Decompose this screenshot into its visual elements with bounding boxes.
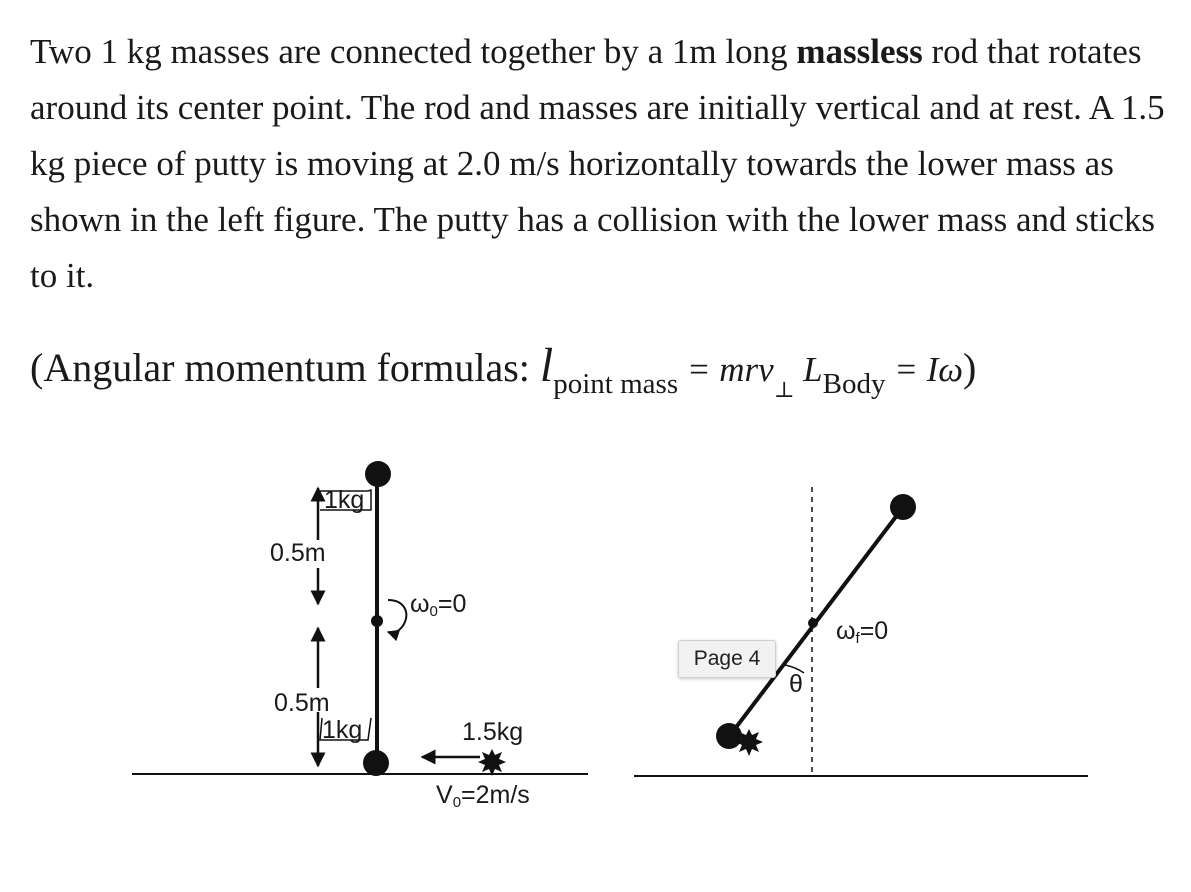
final-omega-symbol: ω [836,617,856,645]
pivot-point [371,615,383,627]
pivot-point-final [808,618,818,628]
left-figure [132,461,588,811]
putty-blob-left [478,749,506,776]
final-omega-value: =0 [859,617,889,645]
bottom-mass-label: 1kg [322,716,363,744]
body-symbol: L [794,350,823,389]
top-mass [365,461,391,487]
problem-statement [30,24,1180,304]
page-number-badge[interactable] [678,640,776,678]
velocity-value: =2m/s [461,781,530,809]
initial-velocity-label [436,781,530,811]
body-rhs: = Iω [885,350,963,389]
final-omega-subscript: f [855,630,860,647]
formula-line [30,336,1180,404]
problem-paragraph [30,24,1180,304]
lower-length-label: 0.5m [274,689,330,717]
upper-length-label: 0.5m [270,539,326,567]
initial-rotation-arrow [388,600,406,633]
velocity-symbol: V [436,781,453,809]
right-figure [634,487,1088,776]
initial-omega-symbol: ω [410,590,430,618]
formula-intro: (Angular momentum formulas: [30,345,540,390]
page-number-label: Page 4 [693,647,761,670]
initial-omega-label [410,590,466,620]
bottom-mass-final [716,723,742,749]
angle-label: θ [789,670,803,698]
velocity-subscript: 0 [452,794,462,811]
formula-close-paren: ) [962,345,977,390]
perp-symbol: ⊥ [773,377,795,402]
problem-text-end: rod that rotates around its center point. The rod and masses are initially vertical and at rest. A 1.5 kg piece of putty is moving at 2.0 m/s horizontally towards the lower mass as shown in the left figure. The putty has a collision with the lower mass and sticks to it. [30,32,1165,295]
final-omega-label [836,617,888,647]
initial-omega-subscript: 0 [429,603,438,620]
problem-bold-word: massless [796,32,923,71]
problem-text-start: Two 1 kg masses are connected together by a 1m long [30,32,797,71]
collision-diagram [0,440,1191,860]
putty-mass-label: 1.5kg [462,718,524,746]
point-mass-symbol: l [539,339,554,392]
top-mass-label: 1kg [324,486,365,514]
bottom-mass [363,750,389,776]
point-mass-subscript: point mass [553,368,679,400]
point-mass-rhs: = mrv [678,350,774,389]
body-subscript: Body [822,368,886,400]
initial-omega-value: =0 [437,590,467,618]
top-mass-final [890,494,916,520]
